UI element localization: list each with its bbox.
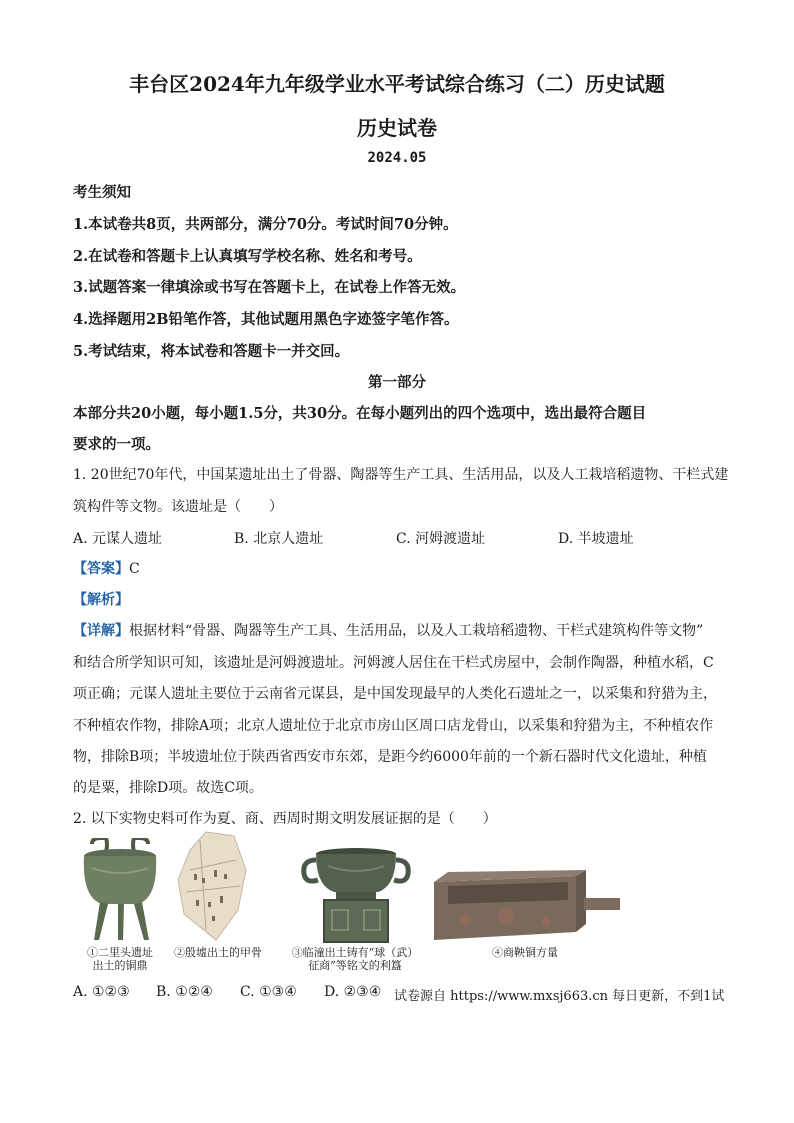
q1-detail-line: 项正确；元谋人遗址主要位于云南省元谋县，是中国发现最早的人类化石遗址之一，以采集和狩猎为主， [73, 686, 717, 702]
notice-item: 5.考试结束，将本试卷和答题卡一并交回。 [73, 343, 350, 360]
exam-date: 2024.05 [367, 150, 427, 166]
q1-detail-line: 物，排除B项；半坡遗址位于陕西省西安市东郊，是距今约6000年前的一个新石器时代文化遗址，种植 [73, 749, 707, 765]
image-caption-1 [70, 946, 170, 972]
q2-option-a: A. ①②③ [73, 984, 130, 1000]
bronze-measure-image [426, 868, 622, 944]
caption-line: 征商”等铭文的利簋 [308, 959, 402, 972]
part-intro: 本部分共20小题，每小题1.5分，共30分。在每小题列出的四个选项中，选出最符合题目 [73, 405, 647, 422]
notice-heading: 考生须知 [73, 184, 131, 201]
notice-item: 4.选择题用2B铅笔作答，其他试题用黑色字迹签字笔作答。 [73, 311, 459, 328]
caption-line: ①二里头遗址 [87, 946, 153, 959]
q1-detail-line: 不种植农作物，排除A项；北京人遗址位于北京市房山区周口店龙骨山，以采集和狩猎为主，不种植农作 [73, 718, 714, 734]
detail-text: 根据材料“骨器、陶器等生产工具、生活用品，以及人工栽培稻遗物、干栏式建筑构件等文物” [129, 623, 704, 639]
part-heading: 第一部分 [368, 374, 426, 391]
q1-detail-line: 和结合所学知识可知，该遗址是河姆渡遗址。河姆渡人居住在干栏式房屋中，会制作陶器，种植水稻，C [73, 655, 714, 671]
image-caption-2 [168, 946, 268, 959]
q1-option-c: C. 河姆渡遗址 [396, 531, 486, 547]
caption-line: ④商鞅铜方量 [492, 946, 558, 959]
page-subtitle: 历史试卷 [357, 116, 437, 140]
detail-tag: 【详解】 [73, 623, 129, 639]
bronze-ding-image [72, 838, 168, 942]
q1-option-d: D. 半坡遗址 [558, 531, 634, 547]
q1-option-b: B. 北京人遗址 [234, 531, 324, 547]
notice-item: 2.在试卷和答题卡上认真填写学校名称、姓名和考号。 [73, 248, 422, 265]
q2-option-d: D. ②③④ [324, 984, 382, 1000]
q2-stem: 2. 以下实物史料可作为夏、商、西周时期文明发展证据的是（ ） [73, 811, 497, 827]
analysis-tag: 【解析】 [73, 592, 129, 608]
q2-option-b: B. ①②④ [156, 984, 213, 1000]
q1-stem: 筑构件等文物。该遗址是（ ） [73, 499, 283, 515]
image-caption-3 [280, 946, 430, 972]
caption-line: ③临潼出土铸有“球（武） [291, 946, 419, 959]
notice-item: 3.试题答案一律填涂或书写在答题卡上，在试卷上作答无效。 [73, 279, 466, 296]
q1-stem: 1. 20世纪70年代，中国某遗址出土了骨器、陶器等生产工具、生活用品，以及人工栽培稻遗物、干栏式建 [73, 467, 729, 483]
caption-line: 出土的铜鼎 [92, 959, 148, 972]
notice-item: 1.本试卷共8页，共两部分，满分70分。考试时间70分钟。 [73, 216, 458, 233]
source-footer: 试卷源自 https://www.mxsj663.cn 每日更新，不到1试 [394, 989, 725, 1004]
q1-detail-line [73, 620, 703, 640]
q1-answer [73, 558, 140, 578]
q2-option-c: C. ①③④ [240, 984, 297, 1000]
image-caption-4 [470, 946, 580, 959]
oracle-bone-image [176, 830, 248, 942]
li-gui-image [300, 840, 412, 944]
answer-value: C [129, 561, 140, 577]
answer-tag: 【答案】 [73, 561, 129, 577]
q1-option-a: A. 元谋人遗址 [73, 531, 163, 547]
q1-detail-line: 的是粟，排除D项。故选C项。 [73, 780, 263, 796]
page-title: 丰台区2024年九年级学业水平考试综合练习（二）历史试题 [129, 72, 665, 96]
caption-line: ②殷墟出土的甲骨 [174, 946, 262, 959]
part-intro: 要求的一项。 [73, 436, 160, 453]
